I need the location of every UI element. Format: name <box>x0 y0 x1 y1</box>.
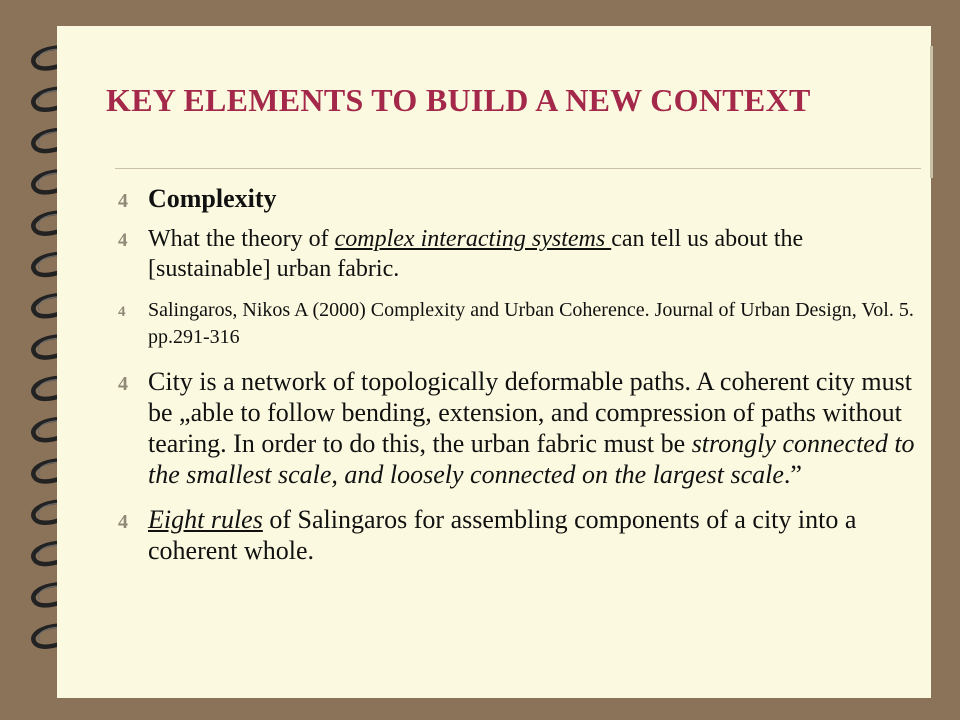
complex-systems-link[interactable]: complex interacting systems <box>334 226 612 252</box>
bullet-text-after: can tell us about the [sustainable] urban fabric. <box>148 226 804 282</box>
bullet-marker-icon: 4 <box>118 190 128 212</box>
bullet-eight-rules <box>118 504 918 566</box>
notebook-page <box>57 26 931 698</box>
bullet-theory <box>118 224 918 284</box>
bullet-text-before: What the theory of <box>148 226 335 252</box>
bullet-text-before: City is a network of topologically deformable paths. A coherent city must be „able to follow bending, extension, and compression of paths without tearing. In order to do this, the urban fabric must be <box>148 367 912 458</box>
citation-text: Salingaros, Nikos A (2000) Complexity and Urban Coherence. Journal of Urban Design, Vol. 5. pp.291-316 <box>148 299 914 348</box>
page-edge-rule <box>930 46 933 178</box>
bullet-text: Complexity <box>148 184 277 213</box>
eight-rules-link[interactable]: Eight rules <box>148 505 263 534</box>
emphasis-text: strongly connected to the smallest scale, and loosely connected on the largest scale <box>148 429 915 489</box>
bullet-marker-icon: 4 <box>118 304 126 320</box>
bullet-citation <box>118 297 918 351</box>
bullet-marker-icon: 4 <box>118 230 128 251</box>
bullet-text-after: of Salingaros for assembling components of a city into a coherent whole. <box>148 505 857 565</box>
slide-title: KEY ELEMENTS TO BUILD A NEW CONTEXT <box>106 82 811 118</box>
bullet-network <box>118 366 918 490</box>
bullet-marker-icon: 4 <box>118 373 128 395</box>
bullet-complexity <box>118 184 918 214</box>
bullet-marker-icon: 4 <box>118 511 128 533</box>
bullet-list <box>118 184 918 566</box>
bullet-text-after: .” <box>783 460 802 489</box>
title-divider <box>115 168 921 169</box>
